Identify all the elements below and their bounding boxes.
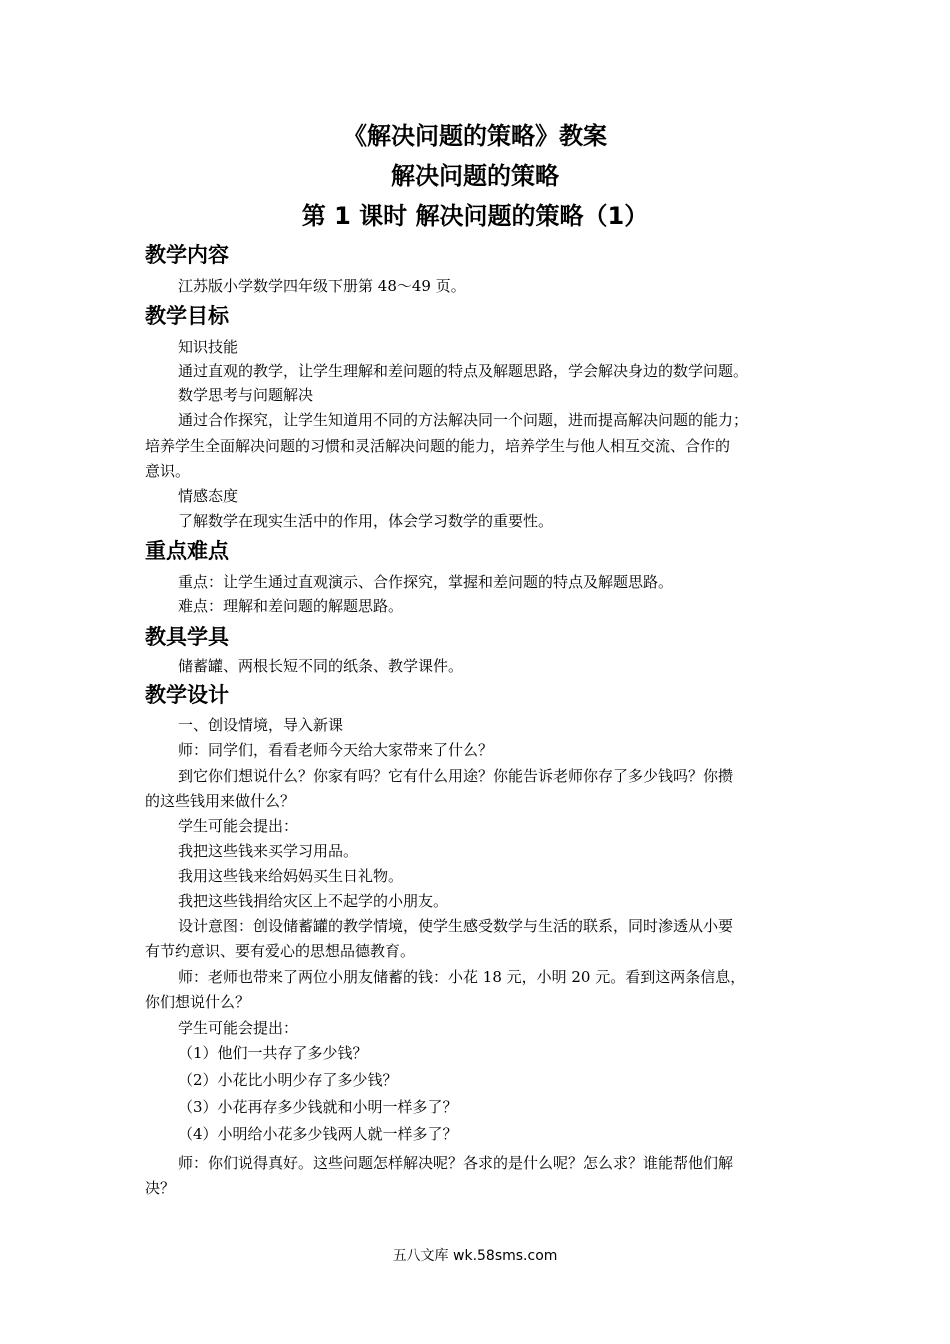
paragraph: 到它你们想说什么？你家有吗？它有什么用途？你能告诉老师你存了多少钱吗？你攒 [178,767,734,785]
paragraph: 通过直观的教学，让学生理解和差问题的特点及解题思路，学会解决身边的数学问题。 [178,362,749,380]
paragraph: 师：同学们，看看老师今天给大家带来了什么？ [178,741,494,759]
paragraph: 学生可能会提出： [178,1019,299,1037]
paragraph: 数学思考与问题解决 [178,386,314,404]
paragraph: 我用这些钱来给妈妈买生日礼物。 [178,867,404,885]
paragraph: 我把这些钱捐给灾区上不起学的小朋友。 [178,892,449,910]
list-item: （3）小花再存多少钱就和小明一样多了？ [178,1098,458,1116]
list-item: （1）他们一共存了多少钱？ [178,1044,368,1062]
paragraph: 你们想说什么？ [145,993,251,1011]
paragraph: 师：老师也带来了两位小朋友储蓄的钱：小花 18 元，小明 20 元。看到这两条信息， [178,968,746,986]
paragraph: 知识技能 [178,338,239,356]
paragraph: 情感态度 [178,487,239,505]
heading-key-points: 重点难点 [145,539,229,563]
unit-title: 解决问题的策略 [391,162,559,190]
heading-teaching-content: 教学内容 [145,243,229,267]
paragraph: 意识。 [145,462,191,480]
list-item: （2）小花比小明少存了多少钱？ [178,1071,398,1089]
list-item: （4）小明给小花多少钱两人就一样多了？ [178,1125,458,1143]
heading-teaching-tools: 教具学具 [145,625,229,649]
heading-teaching-design: 教学设计 [145,683,229,707]
paragraph: 江苏版小学数学四年级下册第 48～49 页。 [178,277,466,295]
heading-teaching-goals: 教学目标 [145,304,229,328]
paragraph: 的这些钱用来做什么？ [145,792,296,810]
paragraph: 师：你们说得真好。这些问题怎样解决呢？各求的是什么呢？怎么求？谁能帮他们解 [178,1154,734,1172]
paragraph: 通过合作探究，让学生知道用不同的方法解决同一个问题，进而提高解决问题的能力； [178,411,749,429]
paragraph: 学生可能会提出： [178,817,299,835]
footer-watermark: 五八文库 wk.58sms.com [392,1248,558,1264]
paragraph: 我把这些钱来买学习用品。 [178,842,359,860]
paragraph: 设计意图：创设储蓄罐的教学情境，使学生感受数学与生活的联系，同时渗透从小要 [178,917,734,935]
paragraph: 储蓄罐、两根长短不同的纸条、教学课件。 [178,657,464,675]
paragraph: 决？ [145,1179,176,1197]
paragraph: 一、创设情境，导入新课 [178,716,344,734]
document-title: 《解决问题的策略》教案 [343,122,607,150]
lesson-title: 第 1 课时 解决问题的策略（1） [301,202,649,230]
paragraph: 重点：让学生通过直观演示、合作探究，掌握和差问题的特点及解题思路。 [178,573,674,591]
paragraph: 难点：理解和差问题的解题思路。 [178,597,404,615]
paragraph: 了解数学在现实生活中的作用，体会学习数学的重要性。 [178,512,554,530]
paragraph: 有节约意识、要有爱心的思想品德教育。 [145,942,416,960]
paragraph: 培养学生全面解决问题的习惯和灵活解决问题的能力，培养学生与他人相互交流、合作的 [145,437,731,455]
